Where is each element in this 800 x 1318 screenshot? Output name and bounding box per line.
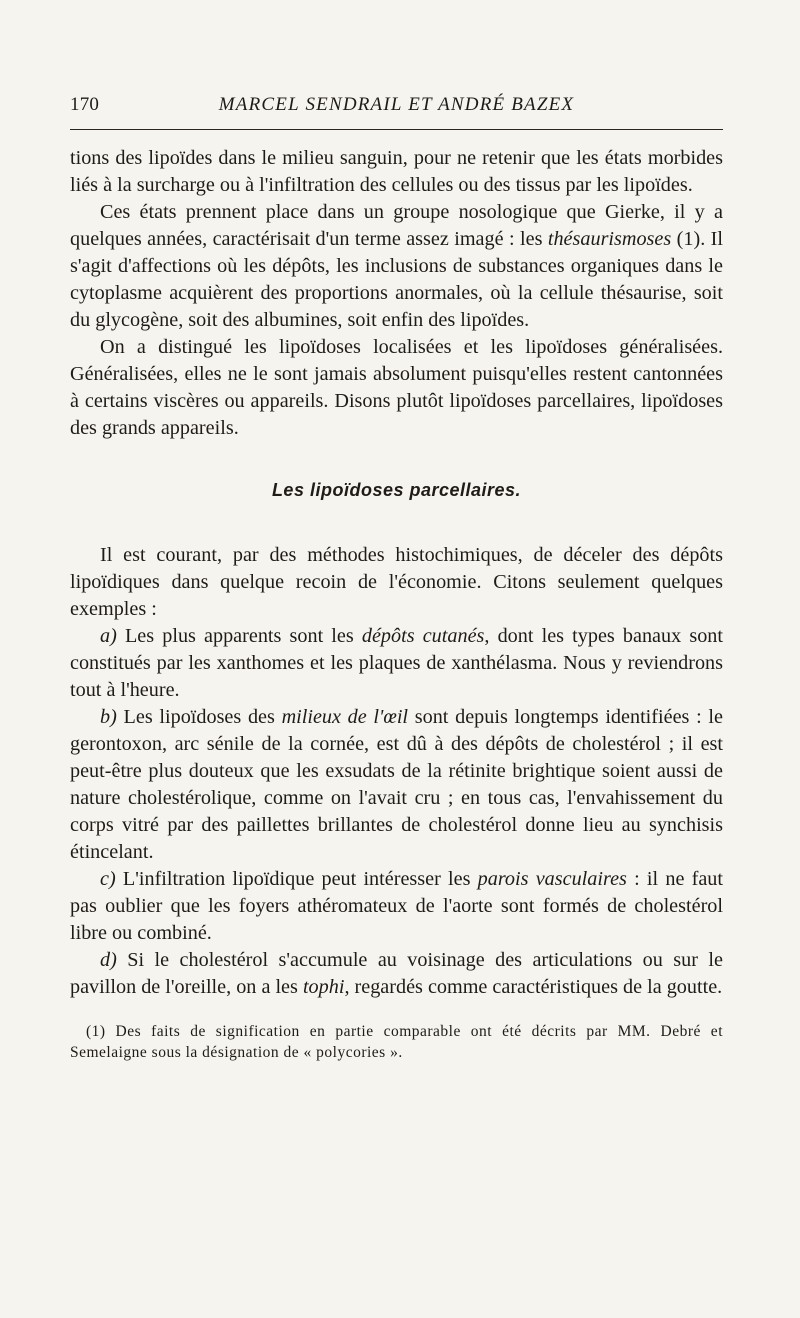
item-label: b) [100,706,117,728]
item-text: sont depuis longtemps identifiées : le gerontoxon, arc sénile de la cornée, est dû à des dépôts de cholestérol ; il est peut-être plus douteux que les exsudats de la rétinite brightique soient aussi de nature cholestérolique, comme on l'avait cru ; en tous cas, l'envahissement du corps vitré par des paillettes brillantes de cholestérol donne lieu au synchisis étincelant. [70,706,723,863]
term-parois-vasculaires: parois vasculaires [477,868,627,890]
item-text: Les lipoïdoses des [116,706,282,728]
item-text: L'infiltration lipoïdique peut intéresser les [115,868,478,890]
term-thesaurismoses: thésaurismoses [547,228,672,250]
list-item-b [70,704,723,866]
paragraph-lipoidoses: On a distingué les lipoïdoses localisées et les lipoïdoses généralisées. Généralisées, elles ne le sont jamais absolument puisqu'elles restent cantonnées à certains viscères ou appareils. Disons plutôt lipoïdoses parcellaires, lipoïdoses des grands appareils. [70,336,723,439]
paragraph-continuation: tions des lipoïdes dans le milieu sanguin, pour ne retenir que les états morbides liés à la surcharge ou à l'infiltration des cellules ou des tissus par les lipoïdes. [70,147,723,196]
list-item-a [70,623,723,704]
running-title: MARCEL SENDRAIL ET ANDRÉ BAZEX [218,94,575,115]
item-label: d) [100,949,117,971]
item-text: , dont les types banaux sont constitués par les xanthomes et les plaques de xanthélasma. Nous y reviendrons tout à l'heure. [70,625,723,701]
item-label: a) [100,625,117,647]
paragraph-thesaurismoses [70,199,723,334]
body-text [70,145,723,1001]
item-label: c) [100,868,116,890]
book-page [70,92,723,1063]
running-head [70,92,723,124]
footnotes [70,1021,723,1063]
page-number: 170 [70,94,100,115]
paragraph-text: (1). Il s'agit d'affections où les dépôts, les inclusions de substances organiques dans le cytoplasme acquièrent des proportions anormales, où la cellule thésaurise, soit du glycogène, soit des albumines, soit enfin des lipoïdes. [70,228,723,331]
item-text: : il ne faut pas oublier que les foyers athéromateux de l'aorte sont formés de cholestérol libre ou combiné. [70,868,724,944]
term-depots-cutanes: dépôts cutanés [361,625,485,647]
list-item-d [70,947,723,1001]
paragraph-text: Ces états prennent place dans un groupe nosologique que Gierke, il y a quelques années, caractérisait d'un terme assez imagé : les [70,201,723,250]
term-tophi: tophi [302,976,345,998]
item-text: Les plus apparents sont les [116,625,362,647]
paragraph-intro: Il est courant, par des méthodes histochimiques, de déceler des dépôts lipoïdiques dans quelque recoin de l'économie. Citons seulement quelques exemples : [70,544,723,620]
item-text: Si le cholestérol s'accumule au voisinage des articulations ou sur le pavillon de l'oreille, on a les [70,949,723,998]
term-milieux-oeil: milieux de l'œil [281,706,409,728]
footnote-1: (1) Des faits de signification en partie comparable ont été décrits par MM. Debré et Semelaigne sous la désignation de « polycories ». [70,1023,723,1061]
item-text: , regardés comme caractéristiques de la goutte. [344,976,723,998]
list-item-c [70,866,723,947]
section-title: Les lipoïdoses parcellaires. [271,480,522,500]
header-rule [70,129,723,130]
